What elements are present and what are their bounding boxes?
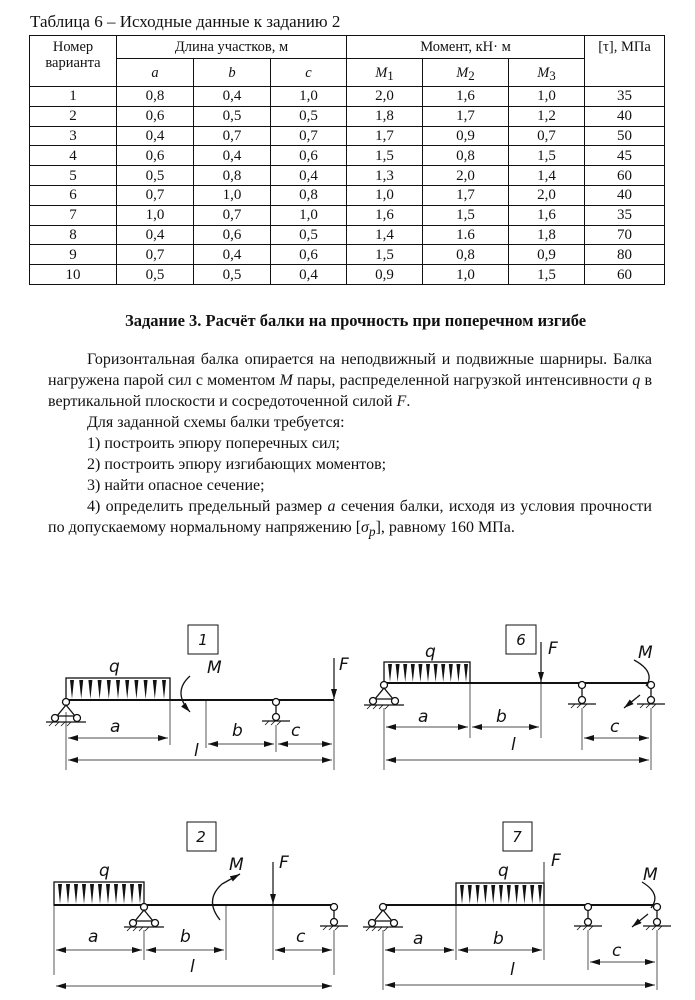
scheme-6-number: 6 xyxy=(516,631,526,649)
variant-number-cell: 3 xyxy=(30,126,117,146)
variant-number-cell: 2 xyxy=(30,106,117,126)
load-arrow xyxy=(456,664,460,682)
load-arrow xyxy=(449,664,453,682)
table-cell: 1,6 xyxy=(509,205,585,225)
scheme-2-roller-support xyxy=(320,904,348,931)
header-moments: Момент, кН· м xyxy=(347,36,585,59)
scheme-6-label-l: l xyxy=(511,735,516,755)
table-cell: 0,4 xyxy=(117,225,194,245)
intro-var-q: q xyxy=(632,372,641,389)
scheme-2-label-c: c xyxy=(296,927,306,947)
load-arrow xyxy=(396,664,400,682)
intro-var-m: M xyxy=(279,372,293,389)
sigma-symbol: σ xyxy=(361,519,369,536)
header-c: c xyxy=(271,59,347,87)
beam-schemes xyxy=(0,600,695,1000)
load-arrow xyxy=(74,884,78,904)
scheme-7-label-b: b xyxy=(493,929,504,949)
load-arrow xyxy=(460,885,464,904)
scheme-7-pin-support xyxy=(363,904,403,932)
table-cell: 0,6 xyxy=(117,146,194,166)
load-arrow xyxy=(114,884,118,904)
load-arrow xyxy=(125,680,129,699)
scheme-6-moment-arrow xyxy=(624,695,640,708)
table-cell: 1,5 xyxy=(347,245,423,265)
table-cell: 70 xyxy=(585,225,665,245)
scheme-2-label-m: M xyxy=(229,855,244,875)
table-cell: 1,7 xyxy=(423,106,509,126)
load-arrow xyxy=(58,884,62,904)
load-arrow xyxy=(138,884,142,904)
table-row xyxy=(30,245,665,265)
table-cell: 1,8 xyxy=(347,106,423,126)
scheme-1-label-l: l xyxy=(194,741,199,761)
load-arrow xyxy=(88,680,92,699)
table-cell: 0,9 xyxy=(347,265,423,285)
table-cell: 1,6 xyxy=(347,205,423,225)
variant-number-cell: 9 xyxy=(30,245,117,265)
variant-number-cell: 5 xyxy=(30,166,117,186)
header-a: a xyxy=(117,59,194,87)
step-2: 2) построить эпюру изгибающих моментов; xyxy=(87,456,387,473)
load-arrow xyxy=(153,680,157,699)
table-cell: 35 xyxy=(585,87,665,107)
scheme-6-label-f: F xyxy=(548,639,558,659)
scheme-2-moment-arrow xyxy=(222,874,240,884)
scheme-7-label-c: c xyxy=(612,941,622,961)
variant-number-cell: 8 xyxy=(30,225,117,245)
intro-paragraph xyxy=(48,349,652,412)
step4-text-2: сечения балки, исходя из условия прочности по допускаемому нормальному напряжению [ xyxy=(48,498,652,536)
scheme-7-moment-arrow xyxy=(632,914,648,927)
step-1: 1) построить эпюру поперечных сил; xyxy=(87,435,340,452)
load-arrow xyxy=(522,885,526,904)
scheme-1-label-q: q xyxy=(109,657,120,677)
table-cell: 0,6 xyxy=(271,146,347,166)
scheme-6-label-b: b xyxy=(496,707,507,727)
table-cell: 0,8 xyxy=(423,146,509,166)
scheme-6 xyxy=(364,625,665,770)
load-arrow xyxy=(491,885,495,904)
scheme-1-moment-arrow xyxy=(181,676,190,712)
header-m1 xyxy=(347,59,423,87)
variant-number-cell: 7 xyxy=(30,205,117,225)
scheme-2-label-l: l xyxy=(190,957,195,977)
table-cell: 1,0 xyxy=(423,265,509,285)
table-cell: 50 xyxy=(585,126,665,146)
table-cell: 0,8 xyxy=(423,245,509,265)
table-body xyxy=(30,87,665,285)
scheme-1-label-f: F xyxy=(339,655,349,675)
load-arrow xyxy=(403,664,407,682)
table-cell: 2,0 xyxy=(509,185,585,205)
load-arrow xyxy=(426,664,430,682)
table-cell: 45 xyxy=(585,146,665,166)
table-cell: 1,0 xyxy=(271,205,347,225)
table-cell: 1,7 xyxy=(347,126,423,146)
table-cell: 0,5 xyxy=(271,106,347,126)
step4-var-a: a xyxy=(327,498,336,515)
scheme-7-label-l: l xyxy=(510,960,515,980)
scheme-7-label-q: q xyxy=(498,861,509,881)
table-cell: 0,9 xyxy=(423,126,509,146)
intro-var-f: F xyxy=(396,393,407,410)
table-cell: 1,4 xyxy=(509,166,585,186)
load-arrow xyxy=(388,664,392,682)
step-4 xyxy=(48,496,652,542)
table-cell: 1,0 xyxy=(271,87,347,107)
table-cell: 0,4 xyxy=(194,146,271,166)
distributed-load-arrows xyxy=(460,885,542,904)
step-3: 3) найти опасное сечение; xyxy=(87,477,265,494)
scheme-6-pin-support xyxy=(364,682,404,710)
sigma-sub: p xyxy=(368,524,376,540)
scheme-6-label-m: M xyxy=(638,643,653,663)
header-variant-line1: Номер xyxy=(52,39,94,55)
scheme-2-number: 2 xyxy=(196,828,206,846)
intro-text-3: в вертикальной плоскости и сосредоточенной силой xyxy=(48,372,652,410)
table-cell: 2,0 xyxy=(423,166,509,186)
header-lengths: Длина участков, м xyxy=(117,36,347,59)
table-cell: 1,0 xyxy=(194,185,271,205)
load-arrow xyxy=(434,664,438,682)
header-variant xyxy=(30,36,117,87)
step4-sigma xyxy=(361,519,376,540)
load-arrow xyxy=(530,885,534,904)
table-cell: 1,2 xyxy=(509,106,585,126)
table-caption: Таблица 6 – Исходные данные к заданию 2 xyxy=(30,12,341,31)
table-row xyxy=(30,166,665,186)
table-cell: 0,5 xyxy=(117,166,194,186)
table-cell: 60 xyxy=(585,166,665,186)
table-cell: 1.6 xyxy=(423,225,509,245)
m2-sub: 2 xyxy=(468,67,475,83)
table-cell: 1,5 xyxy=(423,205,509,225)
table-row xyxy=(30,205,665,225)
distributed-load-arrows xyxy=(58,884,142,904)
table-cell: 0,5 xyxy=(117,265,194,285)
table-cell: 40 xyxy=(585,185,665,205)
table-cell: 0,6 xyxy=(194,225,271,245)
table-cell: 0,9 xyxy=(509,245,585,265)
scheme-2-label-f: F xyxy=(279,853,289,873)
variant-number-cell: 6 xyxy=(30,185,117,205)
scheme-2 xyxy=(54,822,348,986)
variant-number-cell: 1 xyxy=(30,87,117,107)
m3-sub: 3 xyxy=(549,67,556,83)
table-cell: 35 xyxy=(585,205,665,225)
table-cell: 1,6 xyxy=(423,87,509,107)
load-arrow xyxy=(411,664,415,682)
header-b: b xyxy=(194,59,271,87)
table-row xyxy=(30,87,665,107)
header-variant-line2: варианта xyxy=(45,55,101,71)
scheme-7-label-a: a xyxy=(413,929,424,949)
table-cell: 0,7 xyxy=(271,126,347,146)
load-arrow xyxy=(468,885,472,904)
scheme-1-label-a: a xyxy=(110,717,121,737)
table-cell: 0,6 xyxy=(117,106,194,126)
intro-text-1: Горизонтальная балка опирается на неподвижный и подвижные шарниры. Балка нагружена парой сил с моментом xyxy=(48,351,652,389)
table-row xyxy=(30,126,665,146)
distributed-load-arrows xyxy=(388,664,468,682)
table-cell: 1,5 xyxy=(509,146,585,166)
table-row xyxy=(30,146,665,166)
m2-base: M xyxy=(456,64,469,81)
load-arrow xyxy=(418,664,422,682)
table-row xyxy=(30,185,665,205)
task-heading: Задание 3. Расчёт балки на прочность при поперечном изгибе xyxy=(125,311,587,330)
table-cell: 0,6 xyxy=(271,245,347,265)
table-cell: 0,5 xyxy=(194,106,271,126)
load-arrow xyxy=(507,885,511,904)
load-arrow xyxy=(162,680,166,699)
scheme-7-label-f: F xyxy=(551,851,561,871)
step4-text-3: ], равному 160 МПа. xyxy=(375,519,515,536)
table-cell: 0,4 xyxy=(117,126,194,146)
scheme-7-roller-support-2 xyxy=(643,904,671,931)
requirement-lead: Для заданной схемы балки требуется: xyxy=(87,414,345,431)
load-arrow xyxy=(483,885,487,904)
load-arrow xyxy=(107,680,111,699)
table-cell: 60 xyxy=(585,265,665,285)
load-arrow xyxy=(130,884,134,904)
load-arrow xyxy=(82,884,86,904)
scheme-1-label-b: b xyxy=(232,721,243,741)
load-arrow xyxy=(122,884,126,904)
scheme-1-label-c: c xyxy=(291,721,301,741)
table-cell: 1,0 xyxy=(509,87,585,107)
scheme-2-label-a: a xyxy=(88,927,99,947)
table-cell: 2,0 xyxy=(347,87,423,107)
table-cell: 0,8 xyxy=(271,185,347,205)
header-tau: [τ], МПа xyxy=(585,36,665,87)
table-cell: 1,3 xyxy=(347,166,423,186)
variant-number-cell: 4 xyxy=(30,146,117,166)
table-row xyxy=(30,225,665,245)
scheme-2-moment-arc xyxy=(212,884,222,920)
m1-base: M xyxy=(375,64,388,81)
table-cell: 1,7 xyxy=(423,185,509,205)
table-cell: 0,4 xyxy=(271,265,347,285)
scheme-7-label-m: M xyxy=(643,865,658,885)
table-cell: 0,8 xyxy=(194,166,271,186)
table-cell: 1,5 xyxy=(347,146,423,166)
table-cell: 1,8 xyxy=(509,225,585,245)
step4-text-1: 4) определить предельный размер xyxy=(87,498,328,515)
load-arrow xyxy=(499,885,503,904)
m1-sub: 1 xyxy=(387,67,394,83)
load-arrow xyxy=(116,680,120,699)
table-cell: 0,8 xyxy=(117,87,194,107)
table-cell: 1,0 xyxy=(117,205,194,225)
scheme-2-label-b: b xyxy=(180,927,191,947)
table-row xyxy=(30,106,665,126)
load-arrow xyxy=(464,664,468,682)
scheme-6-roller-support-1 xyxy=(568,682,596,709)
load-arrow xyxy=(90,884,94,904)
table-cell: 0,5 xyxy=(271,225,347,245)
scheme-7-number: 7 xyxy=(512,828,522,846)
load-arrow xyxy=(106,884,110,904)
header-m2 xyxy=(423,59,509,87)
intro-text-4: . xyxy=(406,393,411,410)
load-arrow xyxy=(538,885,542,904)
scheme-2-pin-support xyxy=(124,904,164,932)
scheme-6-label-q: q xyxy=(425,642,436,662)
scheme-7-roller-support-1 xyxy=(574,904,602,931)
intro-text-2: пары, распределенной нагрузкой интенсивности xyxy=(292,372,633,389)
scheme-1 xyxy=(46,625,349,770)
table-cell: 0,4 xyxy=(271,166,347,186)
table-cell: 40 xyxy=(585,106,665,126)
table-cell: 0,7 xyxy=(509,126,585,146)
table-cell: 0,5 xyxy=(194,265,271,285)
load-arrow xyxy=(70,680,74,699)
m3-base: M xyxy=(537,64,550,81)
table-cell: 1,4 xyxy=(347,225,423,245)
scheme-6-label-c: c xyxy=(610,717,620,737)
scheme-1-number: 1 xyxy=(198,631,208,649)
load-arrow xyxy=(134,680,138,699)
load-arrow xyxy=(66,884,70,904)
initial-data-table xyxy=(29,35,665,285)
scheme-7 xyxy=(363,822,671,990)
load-arrow xyxy=(441,664,445,682)
scheme-1-roller-support xyxy=(262,699,290,726)
variant-number-cell: 10 xyxy=(30,265,117,285)
load-arrow xyxy=(79,680,83,699)
load-arrow xyxy=(98,884,102,904)
table-cell: 80 xyxy=(585,245,665,265)
load-arrow xyxy=(98,680,102,699)
table-cell: 1,0 xyxy=(347,185,423,205)
table-cell: 0,7 xyxy=(194,126,271,146)
scheme-6-roller-support-2 xyxy=(637,682,665,709)
distributed-load-arrows xyxy=(70,680,166,699)
scheme-6-label-a: a xyxy=(418,707,429,727)
header-m3 xyxy=(509,59,585,87)
table-row xyxy=(30,265,665,285)
task-intro xyxy=(48,349,652,542)
load-arrow xyxy=(515,885,519,904)
table-cell: 0,7 xyxy=(194,205,271,225)
scheme-1-label-m: M xyxy=(207,658,222,678)
table-cell: 1,5 xyxy=(509,265,585,285)
scheme-2-label-q: q xyxy=(99,861,110,881)
table-cell: 0,7 xyxy=(117,185,194,205)
table-cell: 0,4 xyxy=(194,87,271,107)
table-cell: 0,4 xyxy=(194,245,271,265)
load-arrow xyxy=(476,885,480,904)
table-cell: 0,7 xyxy=(117,245,194,265)
load-arrow xyxy=(144,680,148,699)
